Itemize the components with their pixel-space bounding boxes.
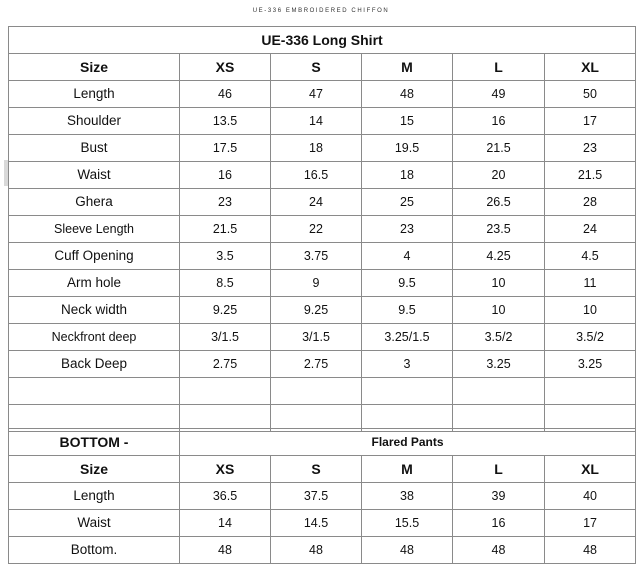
- table-row: [9, 510, 636, 537]
- row-label: Waist: [9, 162, 180, 189]
- measurement-cell: 21.5: [180, 216, 271, 243]
- table-row: [9, 483, 636, 510]
- measurement-cell: 48: [453, 537, 545, 564]
- measurement-cell: 23: [545, 135, 636, 162]
- bottom-header-row: [9, 456, 636, 483]
- table-row: [9, 537, 636, 564]
- measurement-cell: 23.5: [453, 216, 545, 243]
- table-row: [9, 216, 636, 243]
- measurement-cell: 3.5/2: [545, 324, 636, 351]
- column-header: Size: [9, 456, 180, 483]
- measurement-cell: 3/1.5: [271, 324, 362, 351]
- table-row: [9, 243, 636, 270]
- column-header: M: [362, 456, 453, 483]
- measurement-cell: 3.25: [545, 351, 636, 378]
- measurement-cell: 14: [271, 108, 362, 135]
- shirt-header-row: [9, 54, 636, 81]
- measurement-cell: 9: [271, 270, 362, 297]
- column-header: XS: [180, 456, 271, 483]
- measurement-cell: 14.5: [271, 510, 362, 537]
- empty-cell: [453, 378, 545, 405]
- table-row: [9, 270, 636, 297]
- table-row: [9, 162, 636, 189]
- document-header: UE-336 EMBROIDERED CHIFFON: [252, 8, 390, 14]
- measurement-cell: 48: [362, 81, 453, 108]
- measurement-cell: 47: [271, 81, 362, 108]
- measurement-cell: 21.5: [545, 162, 636, 189]
- measurement-cell: 10: [545, 297, 636, 324]
- measurement-cell: 9.25: [180, 297, 271, 324]
- table-row: [9, 81, 636, 108]
- column-header: XL: [545, 54, 636, 81]
- empty-row: [9, 378, 636, 405]
- measurement-cell: 19.5: [362, 135, 453, 162]
- row-label: Length: [9, 483, 180, 510]
- empty-cell: [180, 378, 271, 405]
- column-header: L: [453, 456, 545, 483]
- row-label: Cuff Opening: [9, 243, 180, 270]
- row-label: Sleeve Length: [9, 216, 180, 243]
- measurement-cell: 3/1.5: [180, 324, 271, 351]
- empty-cell: [545, 378, 636, 405]
- measurement-cell: 3.5/2: [453, 324, 545, 351]
- row-label: Bottom.: [9, 537, 180, 564]
- bottom-label: BOTTOM -: [9, 429, 180, 456]
- row-label: Waist: [9, 510, 180, 537]
- column-header: S: [271, 54, 362, 81]
- measurement-cell: 10: [453, 297, 545, 324]
- measurement-cell: 38: [362, 483, 453, 510]
- measurement-cell: 4: [362, 243, 453, 270]
- measurement-cell: 49: [453, 81, 545, 108]
- measurement-cell: 24: [271, 189, 362, 216]
- measurement-cell: 21.5: [453, 135, 545, 162]
- measurement-cell: 16: [453, 510, 545, 537]
- measurement-cell: 24: [545, 216, 636, 243]
- measurement-cell: 37.5: [271, 483, 362, 510]
- measurement-cell: 3.75: [271, 243, 362, 270]
- table-row: [9, 297, 636, 324]
- measurement-cell: 40: [545, 483, 636, 510]
- measurement-cell: 14: [180, 510, 271, 537]
- row-label: Neck width: [9, 297, 180, 324]
- measurement-cell: 9.5: [362, 297, 453, 324]
- measurement-cell: 18: [271, 135, 362, 162]
- measurement-cell: 28: [545, 189, 636, 216]
- empty-cell: [271, 378, 362, 405]
- measurement-cell: 48: [180, 537, 271, 564]
- column-header: M: [362, 54, 453, 81]
- row-label: Arm hole: [9, 270, 180, 297]
- measurement-cell: 23: [180, 189, 271, 216]
- shirt-size-table: [8, 26, 636, 432]
- measurement-cell: 4.5: [545, 243, 636, 270]
- column-header: Size: [9, 54, 180, 81]
- measurement-cell: 48: [271, 537, 362, 564]
- empty-cell: [362, 378, 453, 405]
- measurement-cell: 36.5: [180, 483, 271, 510]
- measurement-cell: 3: [362, 351, 453, 378]
- measurement-cell: 15: [362, 108, 453, 135]
- measurement-cell: 3.5: [180, 243, 271, 270]
- measurement-cell: 17: [545, 108, 636, 135]
- measurement-cell: 16: [453, 108, 545, 135]
- measurement-cell: 15.5: [362, 510, 453, 537]
- measurement-cell: 17: [545, 510, 636, 537]
- table-row: [9, 351, 636, 378]
- column-header: L: [453, 54, 545, 81]
- column-header: XS: [180, 54, 271, 81]
- table-row: [9, 135, 636, 162]
- measurement-cell: 16: [180, 162, 271, 189]
- bottom-size-table: [8, 428, 636, 564]
- measurement-cell: 48: [545, 537, 636, 564]
- measurement-cell: 8.5: [180, 270, 271, 297]
- measurement-cell: 50: [545, 81, 636, 108]
- measurement-cell: 9.5: [362, 270, 453, 297]
- table-row: [9, 189, 636, 216]
- measurement-cell: 46: [180, 81, 271, 108]
- measurement-cell: 2.75: [180, 351, 271, 378]
- bottom-title-row: [9, 429, 636, 456]
- row-label: Length: [9, 81, 180, 108]
- row-label: Bust: [9, 135, 180, 162]
- measurement-cell: 9.25: [271, 297, 362, 324]
- measurement-cell: 3.25/1.5: [362, 324, 453, 351]
- bottom-title: Flared Pants: [180, 429, 636, 456]
- table-row: [9, 108, 636, 135]
- measurement-cell: 48: [362, 537, 453, 564]
- measurement-cell: 13.5: [180, 108, 271, 135]
- measurement-cell: 18: [362, 162, 453, 189]
- row-label: Neckfront deep: [9, 324, 180, 351]
- measurement-cell: 17.5: [180, 135, 271, 162]
- measurement-cell: 20: [453, 162, 545, 189]
- shirt-title: UE-336 Long Shirt: [9, 27, 636, 54]
- empty-cell: [9, 378, 180, 405]
- column-header: S: [271, 456, 362, 483]
- column-header: XL: [545, 456, 636, 483]
- row-label: Back Deep: [9, 351, 180, 378]
- shirt-title-row: [9, 27, 636, 54]
- measurement-cell: 16.5: [271, 162, 362, 189]
- measurement-cell: 4.25: [453, 243, 545, 270]
- measurement-cell: 23: [362, 216, 453, 243]
- row-label: Shoulder: [9, 108, 180, 135]
- table-row: [9, 324, 636, 351]
- measurement-cell: 3.25: [453, 351, 545, 378]
- measurement-cell: 2.75: [271, 351, 362, 378]
- measurement-cell: 26.5: [453, 189, 545, 216]
- measurement-cell: 22: [271, 216, 362, 243]
- measurement-cell: 25: [362, 189, 453, 216]
- measurement-cell: 39: [453, 483, 545, 510]
- measurement-cell: 11: [545, 270, 636, 297]
- measurement-cell: 10: [453, 270, 545, 297]
- row-label: Ghera: [9, 189, 180, 216]
